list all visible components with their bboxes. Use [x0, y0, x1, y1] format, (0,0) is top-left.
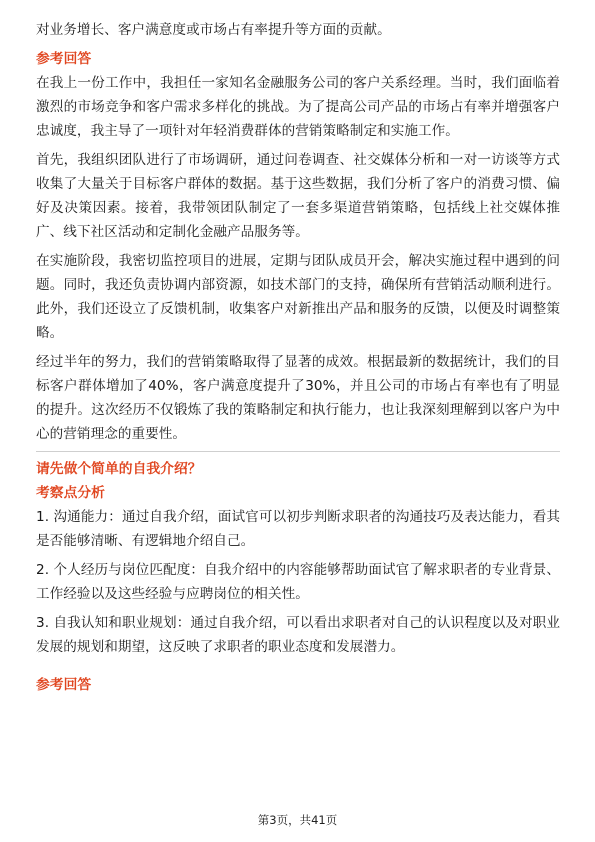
reference-answer-heading-2: 参考回答 [36, 677, 92, 693]
analysis-heading: 考察点分析 [36, 485, 105, 501]
reference-answer-heading: 参考回答 [36, 51, 92, 67]
section-divider [36, 451, 560, 452]
answer-paragraph-4: 经过半年的努力，我们的营销策略取得了显著的成效。根据最新的数据统计，我们的目标客户群体增加了40%，客户满意度提升了30%，并且公司的市场占有率也有了明显的提升。这次经历不仅锻炼了我的策略制定和执行能力，也让我深刻理解到以客户为中心的营销理念的重要性。 [36, 354, 560, 442]
analysis-item-3: 3. 自我认知和职业规划：通过自我介绍，可以看出求职者对自己的认识程度以及对职业发展的规划和期望，这反映了求职者的职业态度和发展潜力。 [36, 615, 560, 655]
intro-tail-text: 对业务增长、客户满意度或市场占有率提升等方面的贡献。 [36, 22, 391, 38]
answer-paragraph-2: 首先，我组织团队进行了市场调研，通过问卷调查、社交媒体分析和一对一访谈等方式收集了大量关于目标客户群体的数据。基于这些数据，我们分析了客户的消费习惯、偏好及决策因素。接着，我带领团队制定了一套多渠道营销策略，包括线上社交媒体推广、线下社区活动和定制化金融产品服务等。 [36, 152, 560, 240]
analysis-item-1: 1. 沟通能力：通过自我介绍，面试官可以初步判断求职者的沟通技巧及表达能力，看其是否能够清晰、有逻辑地介绍自己。 [36, 509, 560, 549]
question-heading: 请先做个简单的自我介绍？ [36, 461, 202, 477]
analysis-item-2: 2. 个人经历与岗位匹配度：自我介绍中的内容能够帮助面试官了解求职者的专业背景、工作经验以及这些经验与应聘岗位的相关性。 [36, 562, 560, 602]
answer-paragraph-3: 在实施阶段，我密切监控项目的进展，定期与团队成员开会，解决实施过程中遇到的问题。同时，我还负责协调内部资源，如技术部门的支持，确保所有营销活动顺利进行。此外，我们还设立了反馈机制，收集客户对新推出产品和服务的反馈，以便及时调整策略。 [36, 253, 560, 341]
spacer [36, 664, 560, 674]
answer-paragraph-1: 在我上一份工作中，我担任一家知名金融服务公司的客户关系经理。当时，我们面临着激烈的市场竞争和客户需求多样化的挑战。为了提高公司产品的市场占有率并增强客户忠诚度，我主导了一项针对年轻消费群体的营销策略制定和实施工作。 [36, 75, 560, 139]
document-page [36, 18, 560, 697]
page-number-footer: 第3页，共41页 [257, 813, 338, 827]
